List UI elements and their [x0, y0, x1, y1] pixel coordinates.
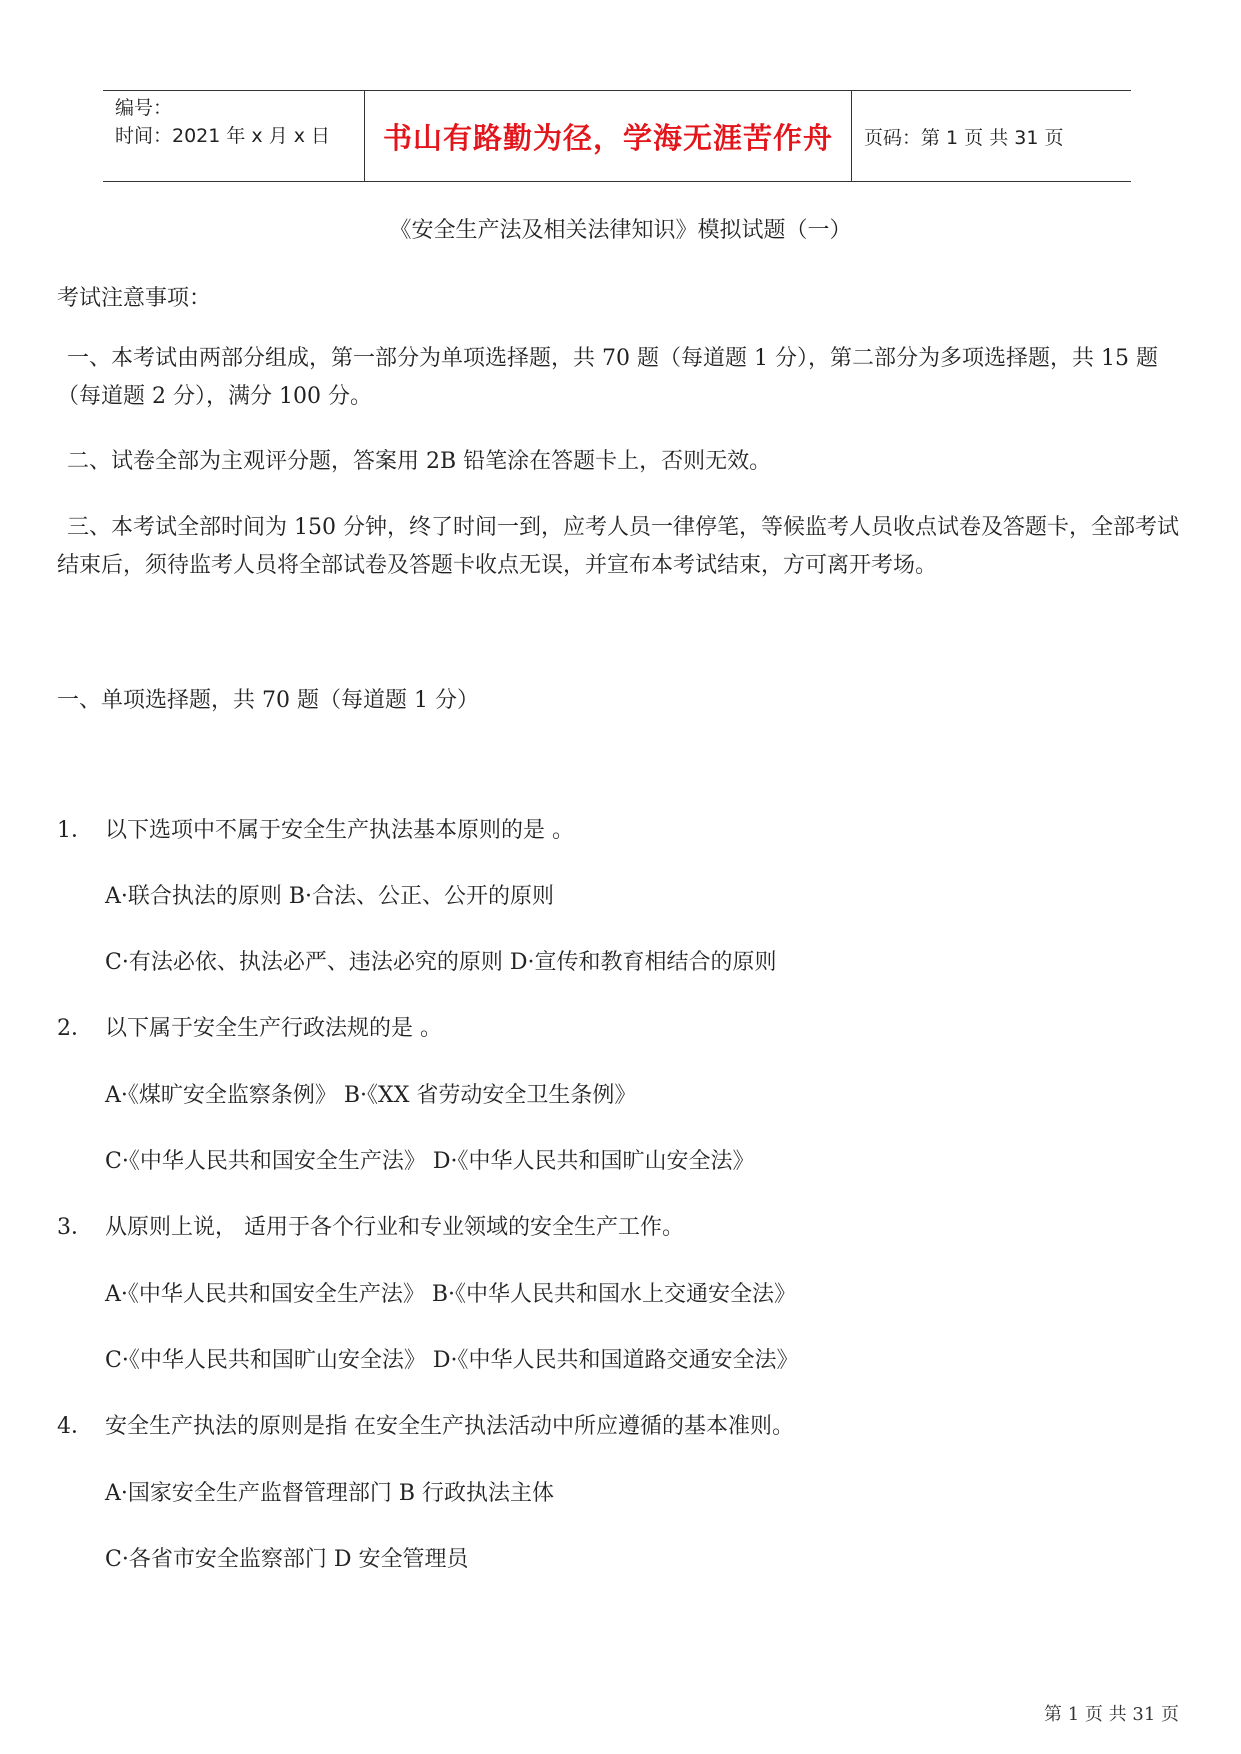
question-1-options-a-b: A·联合执法的原则 B·合法、公正、公开的原则	[105, 884, 555, 909]
question-3-text: 从原则上说， 适用于各个行业和专业领域的安全生产工作。	[105, 1215, 684, 1240]
question-3-options-a-b: A·《中华人民共和国安全生产法》 B·《中华人民共和国水上交通安全法》	[105, 1282, 797, 1307]
header-page-code: 页码：第 1 页 共 31 页	[864, 126, 1064, 149]
question-3-options-c-d: C·《中华人民共和国旷山安全法》 D·《中华人民共和国道路交通安全法》	[105, 1348, 799, 1373]
question-2-options-c-d: C·《中华人民共和国安全生产法》 D·《中华人民共和国旷山安全法》	[105, 1149, 755, 1174]
header-page-cell	[852, 91, 1131, 181]
question-3-number: 3．	[57, 1215, 93, 1240]
notice-item-3: 三、本考试全部时间为 150 分钟，终了时间一到，应考人员一律停笔，等候监考人员收点试卷及答题卡，全部考试结束后，须待监考人员将全部试卷及答题卡收点无误，并宣布本考试结束，方可离开考场。	[57, 515, 1179, 578]
question-1-options-c-d: C·有法必依、执法必严、违法必究的原则 D·宣传和教育相结合的原则	[105, 950, 777, 975]
question-4-options-c-d: C·各省市安全监察部门 D 安全管理员	[105, 1547, 469, 1572]
question-4-options-a-b: A·国家安全生产监督管理部门 B 行政执法主体	[105, 1481, 555, 1506]
document-time-label: 时间：2021 年 x 月 x 日	[115, 125, 331, 147]
header-motto: 书山有路勤为径，学海无涯苦作舟	[382, 120, 833, 155]
question-1-text: 以下选项中不属于安全生产执法基本原则的是 。	[105, 818, 574, 843]
document-title: 《安全生产法及相关法律知识》模拟试题（一）	[389, 218, 852, 243]
question-4-number: 4．	[57, 1414, 93, 1439]
notice-heading: 考试注意事项：	[57, 286, 212, 311]
question-2-options-a-b: A·《煤旷安全监察条例》 B·《XX 省劳动安全卫生条例》	[105, 1083, 637, 1108]
notice-item-1: 一、本考试由两部分组成，第一部分为单项选择题，共 70 题（每道题 1 分），第二部分为多项选择题，共 15 题（每道题 2 分），满分 100 分。	[57, 346, 1158, 409]
notice-item-2: 二、试卷全部为主观评分题，答案用 2B 铅笔涂在答题卡上，否则无效。	[67, 449, 772, 474]
question-2-number: 2．	[57, 1016, 93, 1041]
question-4-text: 安全生产执法的原则是指 在安全生产执法活动中所应遵循的基本准则。	[105, 1414, 794, 1439]
question-2-text: 以下属于安全生产行政法规的是 。	[105, 1016, 442, 1041]
document-number-label: 编号：	[115, 97, 173, 119]
document-header-table	[103, 90, 1131, 182]
question-1-number: 1．	[57, 818, 93, 843]
header-left-cell	[103, 91, 365, 181]
page-footer: 第 1 页 共 31 页	[1044, 1704, 1179, 1725]
header-motto-cell	[365, 91, 852, 181]
section-1-heading: 一、单项选择题，共 70 题（每道题 1 分）	[57, 688, 479, 713]
